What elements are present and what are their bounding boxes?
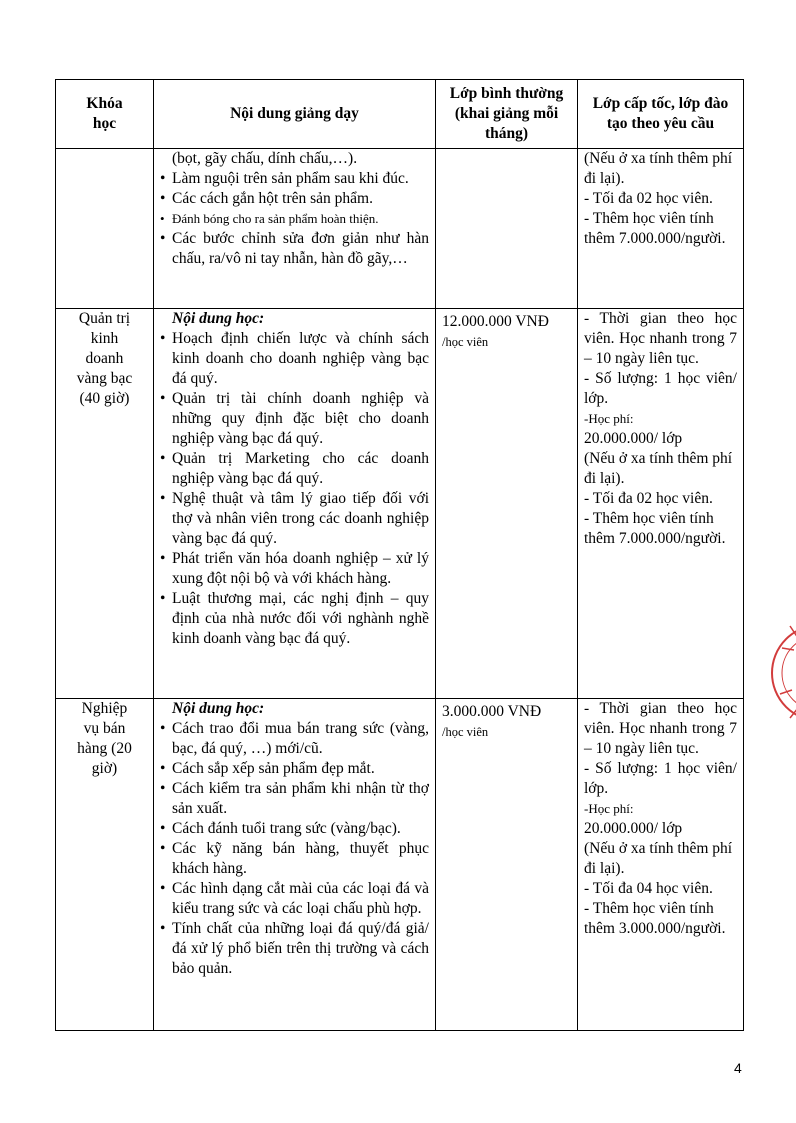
details-cell	[578, 149, 744, 309]
list-item: • Quản trị tài chính doanh nghiệp và những quy định đặc biệt cho doanh nghiệp vàng bạc đá quý.	[160, 389, 429, 449]
detail-line: (Nếu ở xa tính thêm phí đi lại).	[584, 840, 733, 877]
list-item: • Đánh bóng cho ra sản phẩm hoàn thiện.	[160, 209, 429, 229]
list-item: • Nghệ thuật và tâm lý giao tiếp đối với thợ và nhân viên trong các doanh nghiệp vàng bạc đá quý.	[160, 489, 429, 549]
table-header-row	[56, 80, 744, 149]
table-row	[56, 309, 744, 699]
detail-line: -Học phí:	[584, 411, 634, 426]
content-heading: Nội dung học:	[172, 700, 265, 717]
course-cell: Nghiệp vụ bán hàng (20 giờ)	[56, 699, 154, 1031]
detail-line: (Nếu ở xa tính thêm phí đi lại).	[584, 450, 733, 487]
header-content: Nội dung giảng dạy	[154, 80, 436, 149]
list-item: • Các hình dạng cắt mài của các loại đá và kiểu trang sức và các loại chấu phù hợp.	[160, 879, 429, 919]
list-item: • Các cách gắn hột trên sản phẩm.	[160, 189, 429, 209]
detail-line: -Học phí:	[584, 801, 634, 816]
content-cell	[154, 699, 436, 1031]
list-item: • Các bước chỉnh sửa đơn giản như hàn chấu, ra/vô ni tay nhẫn, hàn đồ gãy,…	[160, 229, 429, 269]
table-row	[56, 699, 744, 1031]
list-item: • Cách trao đổi mua bán trang sức (vàng, bạc, đá quý, …) mới/cũ.	[160, 719, 429, 759]
detail-line: - Thêm học viên tính thêm 7.000.000/người.	[584, 510, 726, 547]
header-express-class: Lớp cấp tốc, lớp đào tạo theo yêu cầu	[578, 80, 744, 149]
detail-line: (Nếu ở xa tính thêm phí đi lại).	[584, 150, 733, 187]
red-stamp	[768, 598, 796, 748]
detail-line: 20.000.000/ lớp	[584, 820, 683, 837]
page-number: 4	[734, 1060, 742, 1076]
stamp-inner-ring	[782, 635, 796, 711]
course-cell	[56, 149, 154, 309]
price-cell	[436, 309, 578, 699]
detail-line: - Thêm học viên tính thêm 7.000.000/người.	[584, 210, 726, 247]
header-regular-class: Lớp bình thường (khai giảng mỗi tháng)	[436, 80, 578, 149]
header-course: Khóa học	[56, 80, 154, 149]
stamp-shape	[772, 625, 796, 721]
detail-line: - Thời gian theo học viên. Học nhanh trong 7 – 10 ngày liên tục.	[584, 700, 737, 757]
list-item: • Tính chất của những loại đá quý/đá giả/đá xử lý phổ biến trên thị trường và cách bảo quản.	[160, 919, 429, 979]
price-cell	[436, 699, 578, 1031]
content-continuation: (bọt, gãy chấu, dính chấu,…).	[172, 150, 358, 167]
price: 3.000.000 VNĐ	[442, 703, 542, 720]
list-item: • Làm nguội trên sản phẩm sau khi đúc.	[160, 169, 429, 189]
detail-line: - Số lượng: 1 học viên/ lớp.	[584, 370, 737, 407]
detail-line: - Số lượng: 1 học viên/ lớp.	[584, 760, 737, 797]
detail-line: - Tối đa 02 học viên.	[584, 490, 713, 507]
list-item: • Các kỹ năng bán hàng, thuyết phục khách hàng.	[160, 839, 429, 879]
price: 12.000.000 VNĐ	[442, 313, 549, 330]
details-cell	[578, 309, 744, 699]
list-item: • Phát triển văn hóa doanh nghiệp – xử lý xung đột nội bộ và với khách hàng.	[160, 549, 429, 589]
course-cell: Quản trị kinh doanh vàng bạc (40 giờ)	[56, 309, 154, 699]
list-item: • Cách đánh tuổi trang sức (vàng/bạc).	[160, 819, 429, 839]
content-heading: Nội dung học:	[172, 310, 265, 327]
detail-line: - Thời gian theo học viên. Học nhanh trong 7 – 10 ngày liên tục.	[584, 310, 737, 367]
list-item: • Cách kiểm tra sản phẩm khi nhận từ thợ sản xuất.	[160, 779, 429, 819]
price-cell	[436, 149, 578, 309]
list-item: • Cách sắp xếp sản phẩm đẹp mắt.	[160, 759, 429, 779]
content-cell	[154, 309, 436, 699]
list-item: • Luật thương mại, các nghị định – quy định của nhà nước đối với nghành nghề kinh doanh vàng bạc đá quý.	[160, 589, 429, 649]
list-item: • Hoạch định chiến lược và chính sách kinh doanh cho doanh nghiệp vàng bạc đá quý.	[160, 329, 429, 389]
detail-line: - Tối đa 02 học viên.	[584, 190, 713, 207]
detail-line: - Tối đa 04 học viên.	[584, 880, 713, 897]
content-cell	[154, 149, 436, 309]
detail-line: 20.000.000/ lớp	[584, 430, 683, 447]
course-table	[55, 79, 744, 1031]
list-item: • Quản trị Marketing cho các doanh nghiệp vàng bạc đá quý.	[160, 449, 429, 489]
details-cell	[578, 699, 744, 1031]
detail-line: - Thêm học viên tính thêm 3.000.000/người.	[584, 900, 726, 937]
table-row	[56, 149, 744, 309]
stamp-outer-ring	[772, 625, 796, 721]
price-unit: /học viên	[442, 335, 489, 349]
price-unit: /học viên	[442, 725, 489, 739]
